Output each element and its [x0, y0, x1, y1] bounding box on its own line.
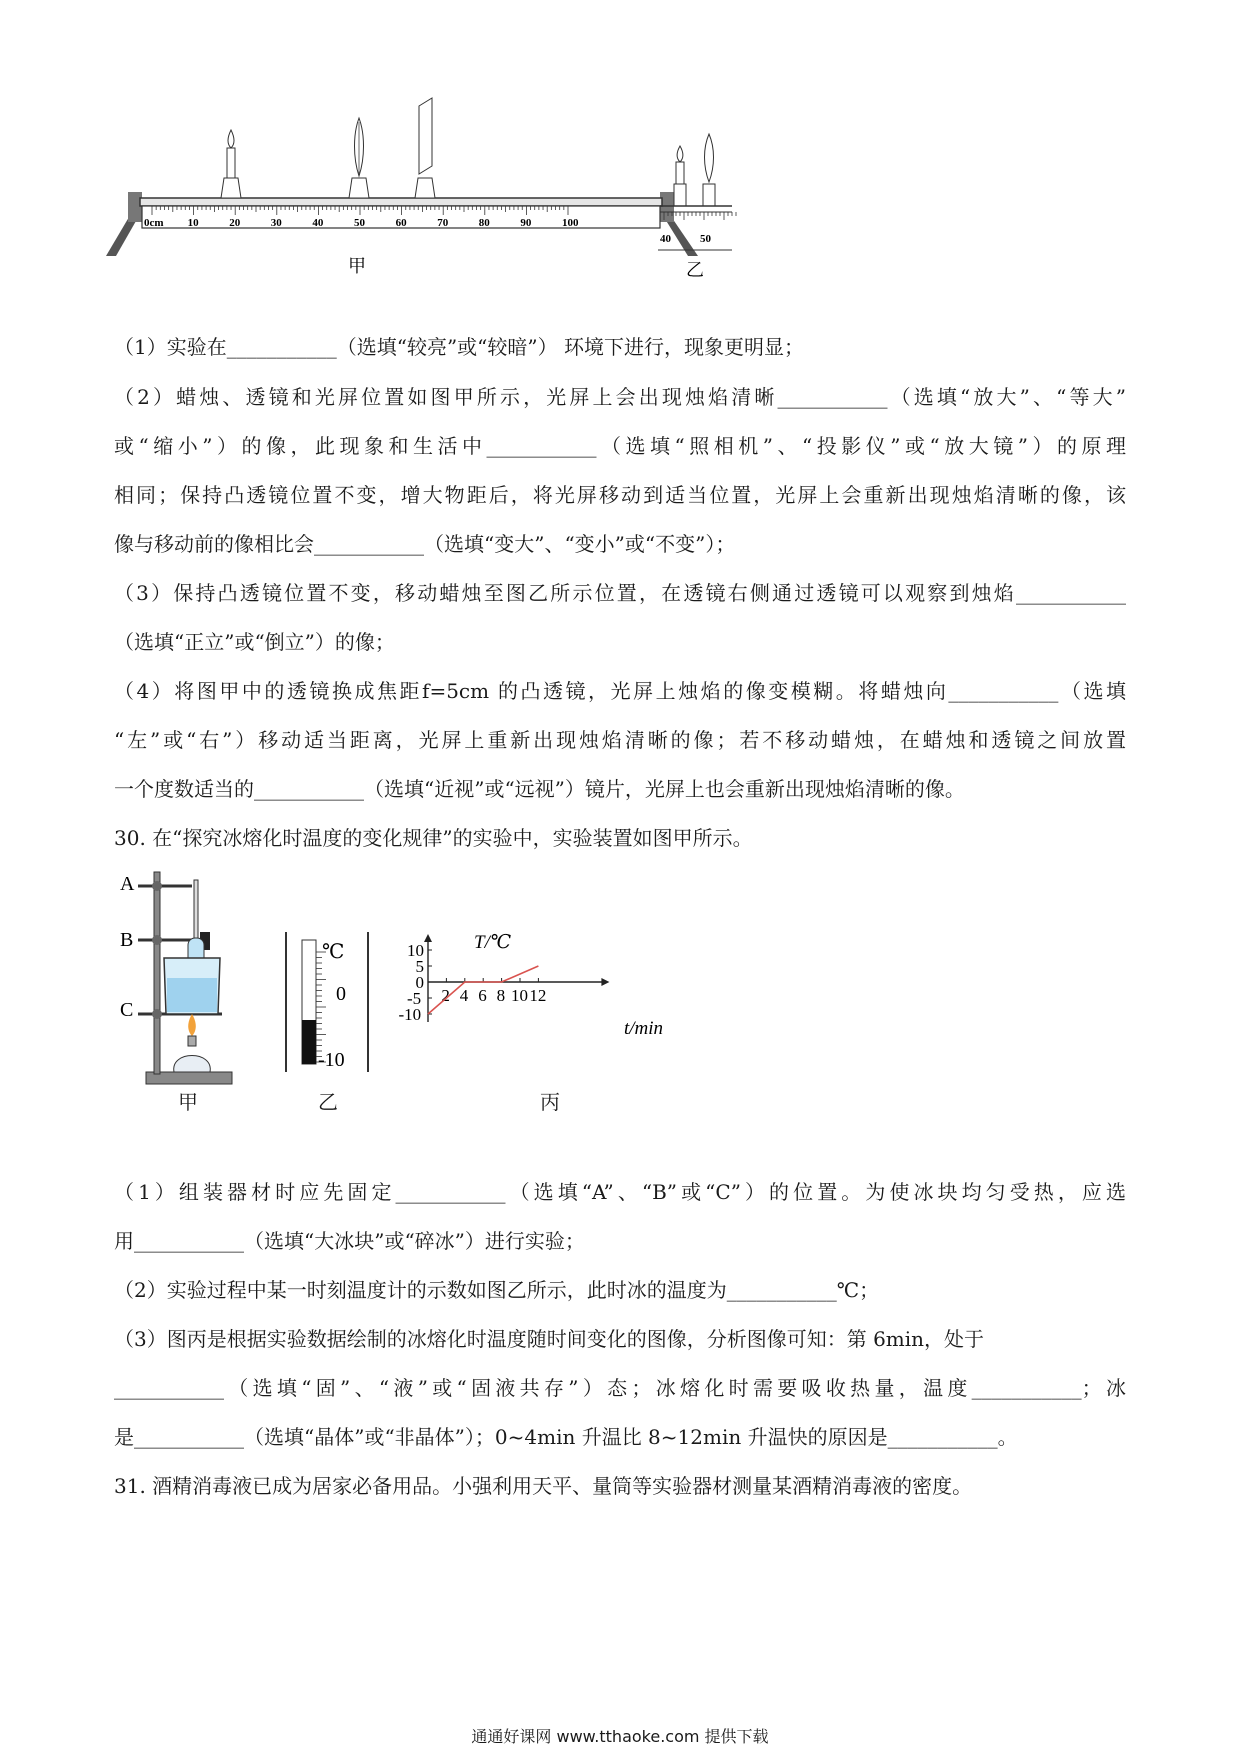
q29-line-2: （2）蜡烛、透镜和光屏位置如图甲所示，光屏上会出现烛焰清晰___________（选填“放大”、“等大”: [114, 385, 1126, 409]
lens-bench-figure: [110, 100, 830, 312]
q29-line-3: 或“缩小”）的像，此现象和生活中___________（选填“照相机”、“投影仪”或“放大镜”）的原理: [114, 434, 1126, 458]
chart-xlabel: t/min: [624, 1018, 664, 1039]
q30-line-5: ___________（选填“固”、“液”或“固液共存”）态；冰熔化时需要吸收热量，温度___________；冰: [114, 1376, 1126, 1400]
thermometer-label-0: 0: [336, 983, 346, 1005]
chart-y-tick-label: 5: [415, 957, 424, 976]
chart-x-tick-label: 6: [478, 986, 487, 1005]
chart-y-arrow: [424, 934, 432, 942]
q29-line-4: 相同；保持凸透镜位置不变，增大物距后，将光屏移动到适当位置，光屏上会重新出现烛焰清晰的像，该: [114, 483, 1126, 507]
apparatus-label-a: A: [120, 873, 135, 895]
q29-line-10: 一个度数适当的___________（选填“近视”或“远视”）镜片，光屏上也会重新出现烛焰清晰的像。: [114, 777, 965, 801]
caption-yi: 乙: [318, 1090, 338, 1114]
figure-caption-yi: 乙: [686, 260, 704, 280]
q29-line-8: （4）将图甲中的透镜换成焦距f=5cm 的凸透镜，光屏上烛焰的像变模糊。将蜡烛向___________（选填: [114, 679, 1126, 703]
small-ruler-label-40: 40: [660, 233, 671, 245]
chart-y-tick-label: -10: [398, 1005, 422, 1024]
q30-line-2: 用___________（选填“大冰块”或“碎冰”）进行实验；: [114, 1229, 585, 1253]
apparatus-label-c: C: [120, 999, 134, 1021]
ruler-label: 50: [354, 217, 365, 229]
ruler-label: 90: [520, 217, 532, 229]
small-ruler-label-50: 50: [700, 233, 711, 245]
q29-line-9: “左”或“右”）移动适当距离，光屏上重新出现烛焰清晰的像；若不移动蜡烛，在蜡烛和透镜之间放置: [114, 728, 1126, 752]
candle-on-bench: [221, 130, 241, 198]
chart-x-tick-label: 10: [511, 986, 528, 1005]
alcohol-lamp: [174, 1056, 211, 1073]
q30-line-6: 是___________（选填“晶体”或“非晶体”）；0~4min 升温比 8~12min 升温快的原因是___________。: [114, 1425, 1018, 1449]
chart-x-arrow: [601, 978, 609, 986]
chart-ylabel: T/℃: [474, 932, 512, 953]
ruler-unit-label: 0cm: [144, 217, 164, 229]
screen-on-bench: [415, 98, 435, 198]
flame: [188, 1014, 196, 1036]
bench-left-end: [128, 192, 142, 222]
ruler-label: 40: [312, 217, 324, 229]
lens-on-bench: [349, 118, 369, 198]
q30-line-3: （2）实验过程中某一时刻温度计的示数如图乙所示，此时冰的温度为___________℃；: [114, 1278, 880, 1302]
thermometer-figure: [280, 930, 390, 1080]
ruler-label: 100: [562, 217, 579, 229]
temperature-time-chart: [398, 928, 680, 1068]
stand-rod: [154, 872, 160, 1074]
q29-line-7: （选填“正立”或“倒立”）的像；: [114, 630, 395, 654]
chart-y-tick-label: 0: [415, 973, 424, 992]
bench-right-end: [660, 192, 674, 222]
thermometer-liquid: [302, 1020, 316, 1064]
heating-apparatus-figure: [112, 866, 242, 1116]
small-lens: [703, 134, 715, 206]
q29-line-6: （3）保持凸透镜位置不变，移动蜡烛至图乙所示位置，在透镜右侧通过透镜可以观察到烛焰___________: [114, 581, 1126, 605]
ruler-label: 80: [478, 217, 490, 229]
ruler-label: 60: [395, 217, 407, 229]
chart-x-tick-label: 4: [459, 986, 469, 1005]
figure-caption-jia: 甲: [348, 256, 366, 276]
thermometer-ticks: [316, 952, 326, 1062]
chart-y-tick-label: 10: [407, 941, 424, 960]
q30-title: 30. 在“探究冰熔化时温度的变化规律”的实验中，实验装置如图甲所示。: [114, 826, 753, 850]
apparatus-label-b: B: [120, 929, 134, 951]
page-footer: 通通好课网 www.tthaoke.com 提供下载: [471, 1727, 769, 1746]
chart-x-tick-label: 8: [496, 986, 506, 1005]
q29-line-1: （1）实验在___________（选填“较亮”或“较暗”） 环境下进行，现象更明显；: [114, 335, 804, 359]
ruler-label: 20: [229, 217, 241, 229]
q30-line-4: （3）图丙是根据实验数据绘制的冰熔化时温度随时间变化的图像，分析图像可知：第 6min，处于: [114, 1327, 985, 1351]
thermometer-label-neg10: -10: [318, 1049, 345, 1071]
chart-x-tick-label: 2: [441, 986, 450, 1005]
thermometer-unit: ℃: [322, 941, 345, 963]
ruler-label: 70: [437, 217, 449, 229]
chart-x-tick-label: 12: [529, 986, 547, 1005]
small-candle: [674, 146, 686, 206]
caption-bing: 丙: [540, 1090, 560, 1114]
bench-rail: [140, 198, 662, 206]
q30-line-1: （1）组装器材时应先固定___________（选填“A”、“B”或“C”）的位置。为使冰块均匀受热，应选: [114, 1180, 1126, 1204]
q31-title: 31. 酒精消毒液已成为居家必备用品。小强利用天平、量筒等实验器材测量某酒精消毒液的密度。: [114, 1474, 973, 1498]
caption-jia: 甲: [178, 1090, 198, 1114]
q29-line-5: 像与移动前的像相比会___________（选填“变大”、“变小”或“不变”）；: [114, 532, 736, 556]
ruler-label: 10: [187, 217, 199, 229]
ruler-label: 30: [270, 217, 282, 229]
chart-y-tick-label: -5: [407, 989, 422, 1008]
